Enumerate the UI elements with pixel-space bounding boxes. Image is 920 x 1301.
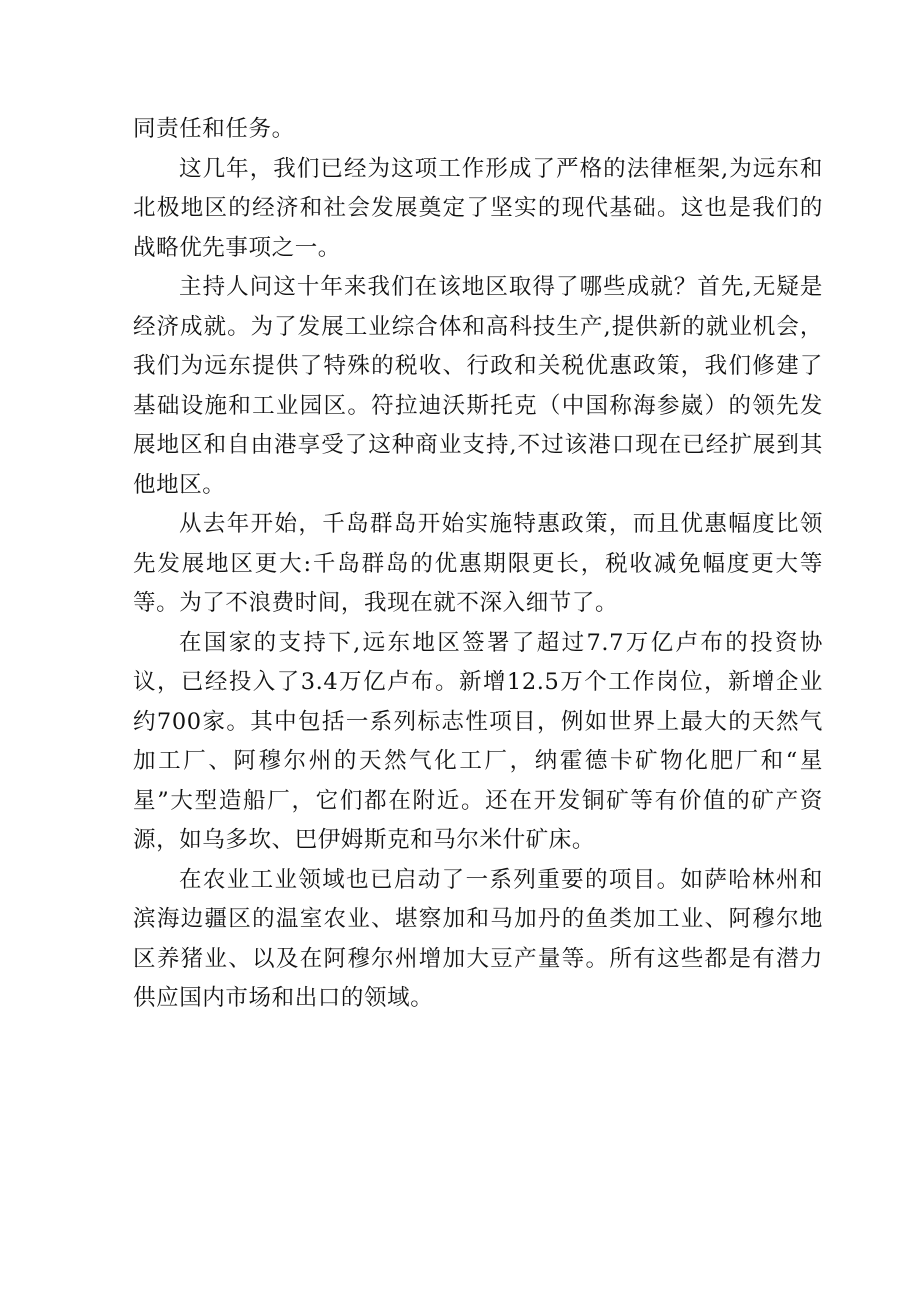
- document-body: [133, 110, 823, 1019]
- paragraph-investment: 在国家的支持下,远东地区签署了超过7.7万亿卢布的投资协议，已经投入了3.4万亿卢布。新增12.5万个工作岗位，新增企业约700家。其中包括一系列标志性项目，例如世界上最大的天然气加工厂、阿穆尔州的天然气化工厂，纳霍德卡矿物化肥厂和“星星”大型造船厂，它们都在附近。还在开发铜矿等有价值的矿产资源，如乌多坎、巴伊姆斯克和马尔米什矿床。: [133, 629, 823, 853]
- paragraph-achievements: 主持人问这十年来我们在该地区取得了哪些成就？首先,无疑是经济成就。为了发展工业综合体和高科技生产,提供新的就业机会，我们为远东提供了特殊的税收、行政和关税优惠政策，我们修建了基础设施和工业园区。符拉迪沃斯托克（中国称海参崴）的领先发展地区和自由港享受了这种商业支持,不过该港口现在已经扩展到其他地区。: [133, 274, 823, 498]
- paragraph-legal-framework: 这几年，我们已经为这项工作形成了严格的法律框架,为远东和北极地区的经济和社会发展奠定了坚实的现代基础。这也是我们的战略优先事项之一。: [133, 155, 823, 261]
- paragraph-agriculture: 在农业工业领域也已启动了一系列重要的项目。如萨哈林州和滨海边疆区的温室农业、堪察加和马加丹的鱼类加工业、阿穆尔地区养猪业、以及在阿穆尔州增加大豆产量等。所有这些都是有潜力供应国内市场和出口的领域。: [133, 866, 823, 1011]
- paragraph-continuation: 同责任和任务。: [133, 116, 295, 142]
- paragraph-kuril-islands: 从去年开始，千岛群岛开始实施特惠政策，而且优惠幅度比领先发展地区更大:千岛群岛的优惠期限更长，税收减免幅度更大等等。为了不浪费时间，我现在就不深入细节了。: [133, 511, 823, 616]
